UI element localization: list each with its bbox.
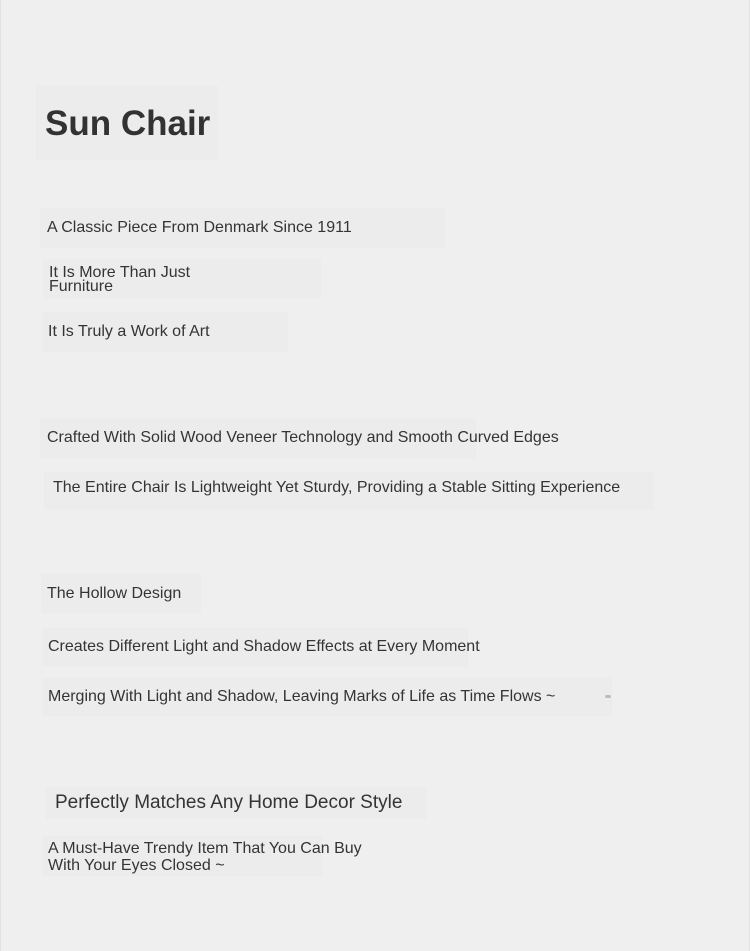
lightweight-text: The Entire Chair Is Lightweight Yet Sturdy, Providing a Stable Sitting Experience [53, 479, 621, 496]
tagline-text: A Classic Piece From Denmark Since 1911 [47, 219, 352, 236]
matches-style-text: Perfectly Matches Any Home Decor Style [55, 792, 403, 813]
merging-text: Merging With Light and Shadow, Leaving Marks of Life as Time Flows ~ [48, 688, 556, 705]
hollow-design-text: The Hollow Design [47, 585, 182, 602]
must-have-text: A Must-Have Trendy Item That You Can Buy With Your Eyes Closed ~ [48, 840, 362, 874]
light-effects-text: Creates Different Light and Shadow Effects at Every Moment [48, 638, 480, 655]
decorative-speck [605, 695, 611, 698]
page-title: Sun Chair [45, 104, 211, 143]
more-than-furniture-text: It Is More Than Just Furniture [49, 264, 191, 295]
work-of-art-text: It Is Truly a Work of Art [48, 323, 210, 340]
crafted-text: Crafted With Solid Wood Veneer Technology and Smooth Curved Edges [47, 429, 559, 446]
frame-left-edge [0, 0, 1, 951]
